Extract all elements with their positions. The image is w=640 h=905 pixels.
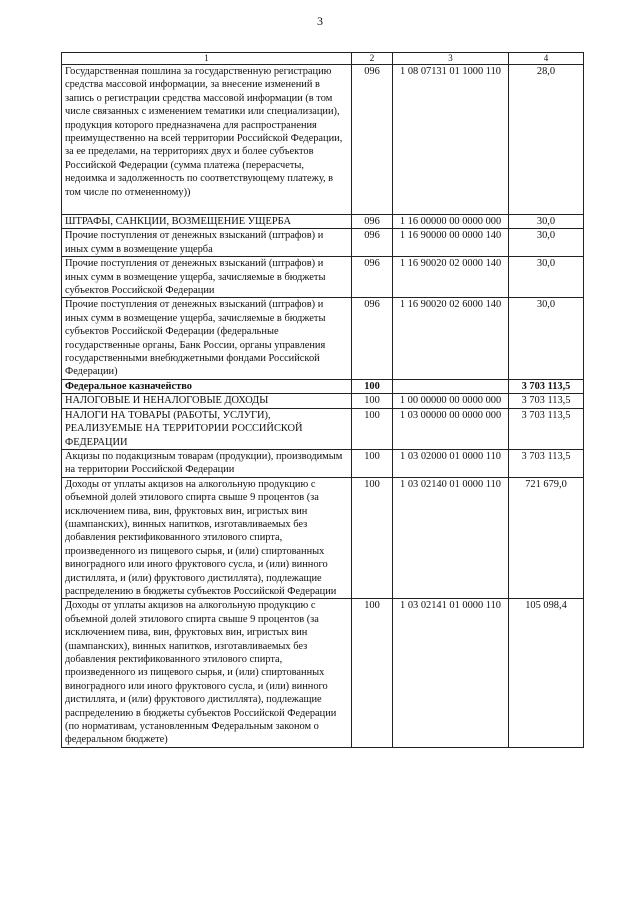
row-amount: 3 703 113,5: [509, 449, 584, 477]
row-admin-code: 096: [352, 65, 393, 215]
row-admin-code: 100: [352, 394, 393, 408]
row-budget-code: 1 03 02141 01 0000 110: [393, 599, 509, 747]
row-name: Государственная пошлина за государственную регистрацию средства массовой информации, за внесение изменений в запись о регистрации средства массовой информации (в том числе связанных с изменением тематики или специализации), продукция которого предназначена для распространения преимущественно на всей территории Российской Федерации, за ее пределами, на территориях двух и более субъектов Российской Федерации (сумма платежа (перерасчеты, недоимка и задолженность по соответствующему платежу, в том числе по отмененному)): [62, 65, 352, 215]
row-name: НАЛОГИ НА ТОВАРЫ (РАБОТЫ, УСЛУГИ), РЕАЛИЗУЕМЫЕ НА ТЕРРИТОРИИ РОССИЙСКОЙ ФЕДЕРАЦИИ: [62, 408, 352, 449]
row-budget-code: 1 03 02140 01 0000 110: [393, 477, 509, 599]
row-budget-code: 1 16 90000 00 0000 140: [393, 229, 509, 257]
row-amount: 28,0: [509, 65, 584, 215]
table-row: [62, 449, 584, 477]
row-budget-code: 1 16 90020 02 6000 140: [393, 298, 509, 379]
row-budget-code: 1 16 90020 02 0000 140: [393, 257, 509, 298]
table-row: [62, 298, 584, 379]
row-budget-code: 1 03 02000 01 0000 110: [393, 449, 509, 477]
row-name: Прочие поступления от денежных взысканий (штрафов) и иных сумм в возмещение ущерба, зачисляемые в бюджеты субъектов Российской Федерации (федеральные государственные органы, Банк России, органы управления государственными внебюджетными фондами Российской Федерации): [62, 298, 352, 379]
row-admin-code: 100: [352, 477, 393, 599]
table-row: [62, 477, 584, 599]
row-budget-code: 1 00 00000 00 0000 000: [393, 394, 509, 408]
row-admin-code: 100: [352, 599, 393, 747]
row-amount: 105 098,4: [509, 599, 584, 747]
header-col-3: 3: [393, 53, 509, 65]
table-row: [62, 215, 584, 229]
row-name: Доходы от уплаты акцизов на алкогольную продукцию с объемной долей этилового спирта свыше 9 процентов (за исключением пива, вин, фруктовых вин, игристых вин (шампанских), винных напитков, изготавливаемых без добавления ректификованного этилового спирта, произведенного из пищевого сырья, и (или) спиртованных виноградного или иного фруктового сусла, и (или) винного дистиллята, и (или) фруктового дистиллята), подлежащие распределению в бюджеты субъектов Российской Федерации: [62, 477, 352, 599]
table-row: [62, 394, 584, 408]
row-name: Федеральное казначейство: [62, 379, 352, 393]
row-budget-code: 1 16 00000 00 0000 000: [393, 215, 509, 229]
row-amount: 30,0: [509, 257, 584, 298]
row-admin-code: 100: [352, 379, 393, 393]
row-budget-code: 1 08 07131 01 1000 110: [393, 65, 509, 215]
table-row: [62, 408, 584, 449]
row-name: Прочие поступления от денежных взысканий (штрафов) и иных сумм в возмещение ущерба, зачисляемые в бюджеты субъектов Российской Федерации: [62, 257, 352, 298]
row-amount: 30,0: [509, 229, 584, 257]
revenue-table: [61, 52, 584, 748]
row-name: Акцизы по подакцизным товарам (продукции), производимым на территории Российской Федерации: [62, 449, 352, 477]
row-name: ШТРАФЫ, САНКЦИИ, ВОЗМЕЩЕНИЕ УЩЕРБА: [62, 215, 352, 229]
header-col-4: 4: [509, 53, 584, 65]
row-amount: 3 703 113,5: [509, 394, 584, 408]
row-admin-code: 100: [352, 408, 393, 449]
header-col-2: 2: [352, 53, 393, 65]
row-amount: 721 679,0: [509, 477, 584, 599]
row-amount: 30,0: [509, 298, 584, 379]
row-amount: 3 703 113,5: [509, 408, 584, 449]
table-row: [62, 257, 584, 298]
table-header-row: [62, 53, 584, 65]
row-admin-code: 096: [352, 298, 393, 379]
row-budget-code: 1 03 00000 00 0000 000: [393, 408, 509, 449]
row-name: Доходы от уплаты акцизов на алкогольную продукцию с объемной долей этилового спирта свыше 9 процентов (за исключением пива, вин, фруктовых вин, игристых вин (шампанских), винных напитков, изготавливаемых без добавления ректификованного этилового спирта, произведенного из пищевого сырья, и (или) спиртованных виноградного или иного фруктового сусла, и (или) винного дистиллята, и (или) фруктового дистиллята), подлежащие распределению в бюджеты субъектов Российской Федерации (по нормативам, установленным Федеральным законом о федеральном бюджете): [62, 599, 352, 747]
row-admin-code: 096: [352, 257, 393, 298]
row-admin-code: 100: [352, 449, 393, 477]
page-number: 3: [317, 14, 323, 28]
table-row: [62, 229, 584, 257]
row-name: Прочие поступления от денежных взысканий (штрафов) и иных сумм в возмещение ущерба: [62, 229, 352, 257]
header-col-1: 1: [62, 53, 352, 65]
row-amount: 3 703 113,5: [509, 379, 584, 393]
row-name: НАЛОГОВЫЕ И НЕНАЛОГОВЫЕ ДОХОДЫ: [62, 394, 352, 408]
row-admin-code: 096: [352, 229, 393, 257]
table-row: [62, 65, 584, 215]
row-amount: 30,0: [509, 215, 584, 229]
table-row: [62, 379, 584, 393]
row-budget-code: [393, 379, 509, 393]
row-admin-code: 096: [352, 215, 393, 229]
table-row: [62, 599, 584, 747]
